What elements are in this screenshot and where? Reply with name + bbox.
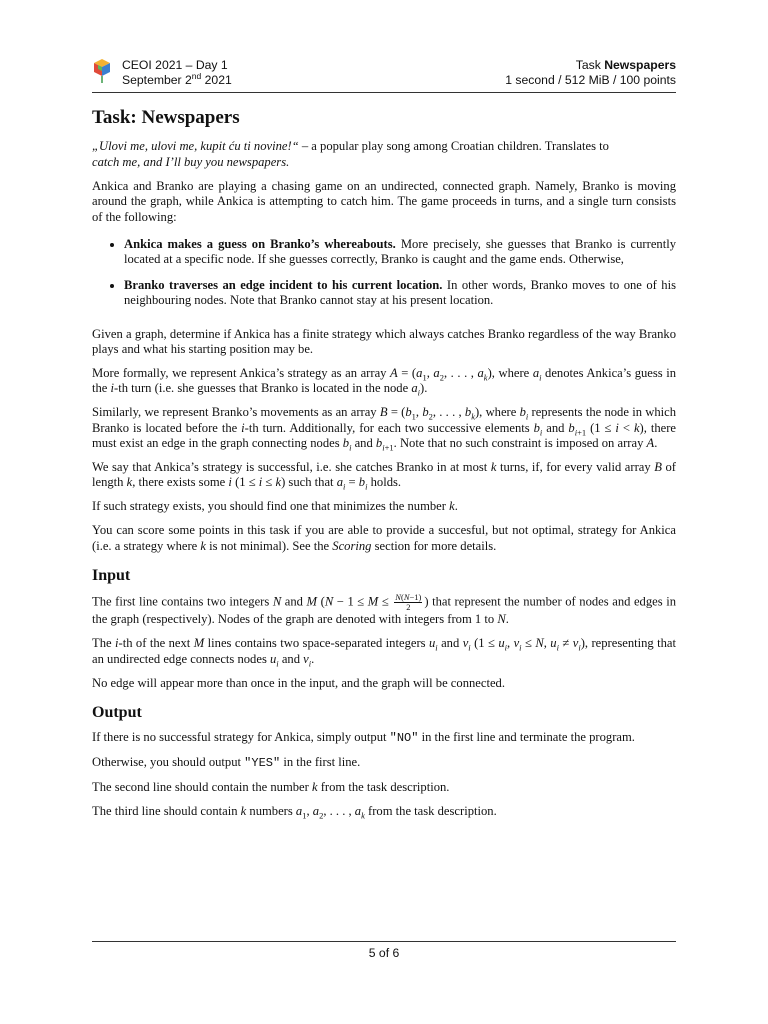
minimize-paragraph: If such strategy exists, you should find one that minimizes the number k.	[92, 499, 458, 514]
contest-name: CEOI 2021 – Day 1	[122, 58, 228, 72]
input-edges-line: The i-th of the next M lines contains two space-separated integers $u_i$ and $v_i$ ($1 \le u_i$, $v_i \le N$, $u_i \ne v_i$), representing that an undirected edge connects nodes $u_i$ and $v_i$.	[92, 636, 677, 669]
turn-steps-list	[92, 237, 676, 309]
problem-statement: Given a graph, determine if Ankica has a finite strategy which always catches Branko regardless of the way Branko plays and what his starting position may be.	[92, 326, 676, 356]
page-number: 5 of 6	[368, 946, 400, 960]
task-label: Task Newspapers	[575, 58, 676, 72]
header-rule	[92, 92, 676, 93]
ceoi-cube-logo-icon	[92, 58, 112, 84]
output-heading: Output	[92, 703, 142, 721]
list-item: • Ankica makes a guess on Branko’s whereabouts. More precisely, she guesses that Branko is currently located at a specific node. If she guesses correctly, Branko is caught and the game ends. Otherwise,	[124, 237, 676, 268]
input-constraint: No edge will appear more than once in the input, and the graph will be connected.	[92, 675, 506, 690]
partial-score-paragraph: You can score some points in this task if you are able to provide a succesful, but not optimal, strategy for Ankica (i.e. a strategy where k is not minimal). See the Scoring section for more details.	[92, 523, 676, 553]
game-description: Ankica and Branko are playing a chasing game on an undirected, connected graph. Namely, Branko is moving around the graph, while Ankica is attempting to catch him. The game proceeds in turns, and a single turn consists of the following:	[92, 178, 676, 224]
intro-paragraph: „Ulovi me, ulovi me, kupit ću ti novine!“ – a popular play song among Croatian children. Translates to catch me, and I’ll buy you newspapers.	[92, 139, 609, 169]
contest-date: September 2nd 2021	[122, 70, 232, 87]
task-body	[92, 108, 676, 828]
task-limits: 1 second / 512 MiB / 100 points	[505, 73, 676, 87]
success-definition: We say that Ankica’s strategy is successful, i.e. she catches Branko in at most k turns, if, for every valid array B of length k, there exists some i (1 ≤ i ≤ k) such that $a_i = b_i$ holds.	[92, 459, 676, 492]
task-title: Task: Newspapers	[92, 107, 240, 128]
output-yes-line: Otherwise, you should output "YES" in the first line.	[92, 755, 361, 771]
input-heading: Input	[92, 566, 131, 584]
page-header	[92, 58, 676, 90]
list-item: • Branko traverses an edge incident to his current location. In other words, Branko moves to one of his neighbouring nodes. Note that Branko cannot stay at his present location.	[124, 278, 676, 309]
header-right	[505, 58, 676, 88]
output-third-line: The third line should contain k numbers $a_1$, $a_2$, . . . , $a_k$ from the task description.	[92, 804, 497, 821]
output-no-line: If there is no successful strategy for Ankica, simply output "NO" in the first line and terminate the program.	[92, 730, 635, 746]
strategy-definition: More formally, we represent Ankica’s strategy as an array $A = (a_1$, $a_2$, . . . , $a_k$), where $a_i$ denotes Ankica’s guess in the i-th turn (i.e. she guesses that Branko is located in the node $a_i$).	[92, 365, 677, 398]
output-second-line: The second line should contain the number k from the task description.	[92, 780, 450, 795]
footer-rule	[92, 941, 676, 942]
header-left	[122, 58, 232, 88]
movement-definition: Similarly, we represent Branko’s movements as an array $B = (b_1$, $b_2$, . . . , $b_k$), where $b_i$ represents the node in which Branko is located before the i-th turn. Additionally, for each two successive elements $b_i$ and $b_{i+1}$ (1 ≤ i < k), there must exist an edge in the graph connecting nodes $b_i$ and $b_{i+1}$. Note that no such constraint is imposed on array A.	[92, 405, 677, 453]
input-first-line: The first line contains two integers N and M (N − 1 ≤ M ≤ $\frac{N(N-1)}{2}$ ) that represent the number of nodes and edges in the graph (respectively). Nodes of the graph are denoted with integers from 1 to N.	[92, 592, 676, 627]
